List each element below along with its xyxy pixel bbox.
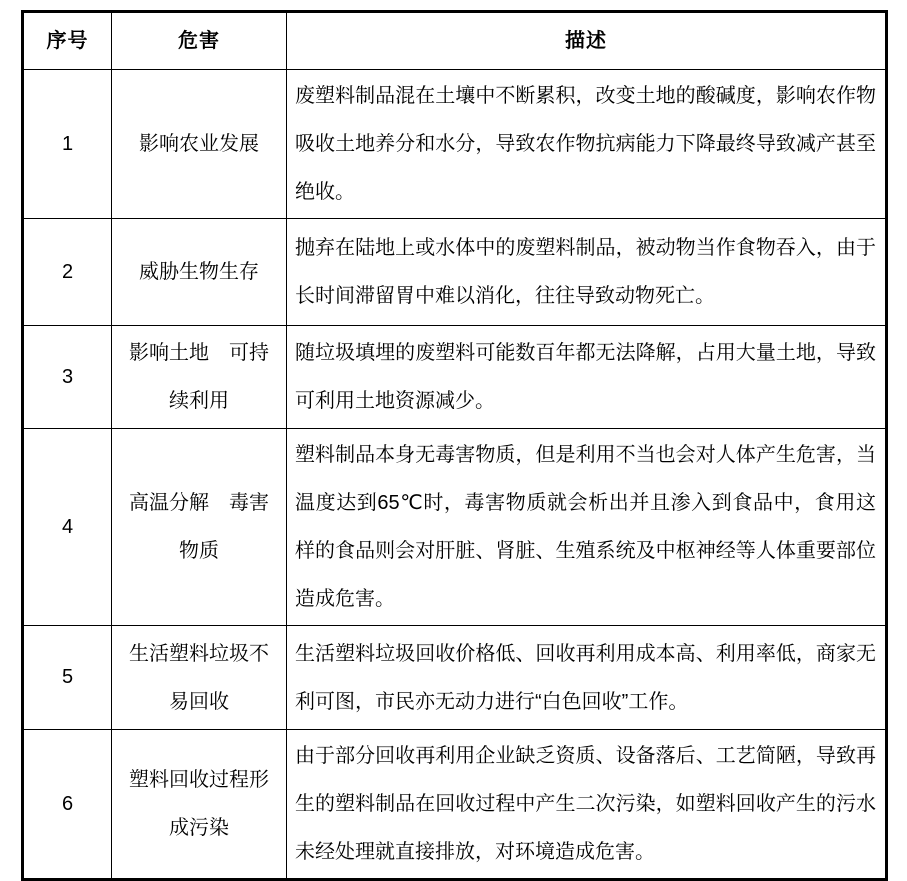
table-row bbox=[23, 429, 887, 626]
row-number: 5 bbox=[23, 626, 112, 730]
table-row bbox=[23, 626, 887, 730]
harm-cell: 塑料回收过程形成污染 bbox=[112, 730, 287, 880]
harm-cell: 影响土地 可持续利用 bbox=[112, 326, 287, 429]
description-cell: 随垃圾填埋的废塑料可能数百年都无法降解，占用大量土地，导致可利用土地资源减少。 bbox=[287, 326, 887, 429]
row-number: 1 bbox=[23, 70, 112, 219]
description-cell: 生活塑料垃圾回收价格低、回收再利用成本高、利用率低，商家无利可图，市民亦无动力进行“白色回收”工作。 bbox=[287, 626, 887, 730]
harm-cell: 生活塑料垃圾不易回收 bbox=[112, 626, 287, 730]
table-row bbox=[23, 70, 887, 219]
description-cell: 塑料制品本身无毒害物质，但是利用不当也会对人体产生危害，当温度达到65℃时，毒害物质就会析出并且渗入到食品中，食用这样的食品则会对肝脏、肾脏、生殖系统及中枢神经等人体重要部位造成危害。 bbox=[287, 429, 887, 626]
row-number: 3 bbox=[23, 326, 112, 429]
header-cell-description: 描述 bbox=[287, 12, 887, 70]
plastic-harm-table bbox=[21, 10, 888, 881]
header-cell-number: 序号 bbox=[23, 12, 112, 70]
table-row bbox=[23, 326, 887, 429]
harm-cell: 影响农业发展 bbox=[112, 70, 287, 219]
header-row bbox=[23, 12, 887, 70]
row-number: 6 bbox=[23, 730, 112, 880]
row-number: 2 bbox=[23, 219, 112, 326]
description-cell: 抛弃在陆地上或水体中的废塑料制品，被动物当作食物吞入，由于长时间滞留胃中难以消化，往往导致动物死亡。 bbox=[287, 219, 887, 326]
row-number: 4 bbox=[23, 429, 112, 626]
table-row bbox=[23, 219, 887, 326]
harm-cell: 高温分解 毒害物质 bbox=[112, 429, 287, 626]
description-cell: 废塑料制品混在土壤中不断累积，改变土地的酸碱度，影响农作物吸收土地养分和水分，导致农作物抗病能力下降最终导致减产甚至绝收。 bbox=[287, 70, 887, 219]
description-cell: 由于部分回收再利用企业缺乏资质、设备落后、工艺简陋，导致再生的塑料制品在回收过程中产生二次污染，如塑料回收产生的污水未经处理就直接排放，对环境造成危害。 bbox=[287, 730, 887, 880]
plastic-harm-table-container bbox=[21, 10, 888, 881]
header-cell-harm: 危害 bbox=[112, 12, 287, 70]
table-row bbox=[23, 730, 887, 880]
harm-cell: 威胁生物生存 bbox=[112, 219, 287, 326]
